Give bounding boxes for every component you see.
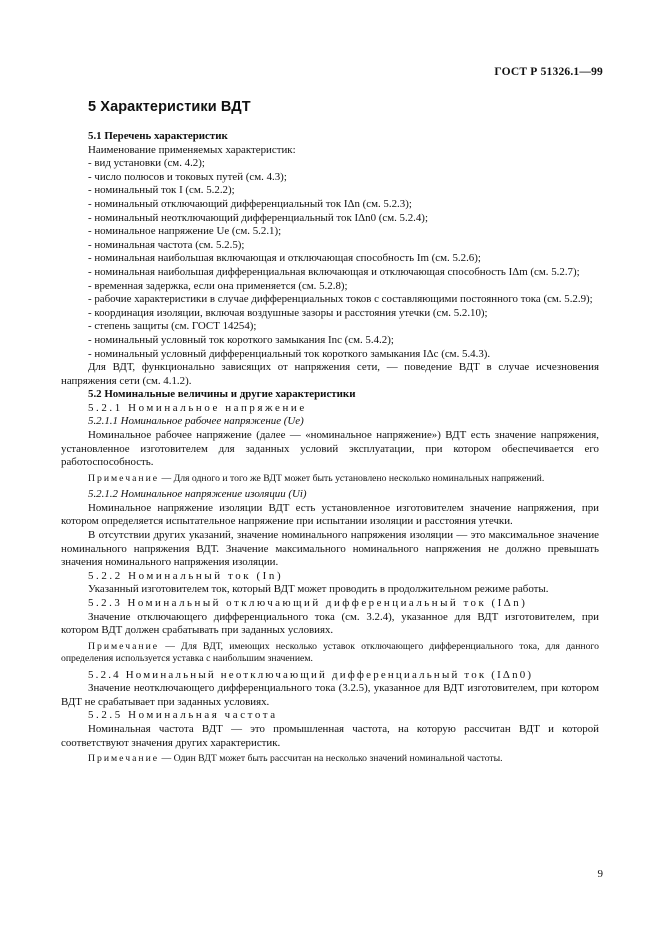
list-item: - номинальный ток I (см. 5.2.2);	[88, 184, 235, 197]
note	[61, 473, 599, 485]
list-item: - число полюсов и токовых путей (см. 4.3);	[88, 170, 287, 183]
clause-heading-5-2-1-2: 5.2.1.2 Номинальное напряжение изоляции (Ui)	[88, 488, 307, 501]
note-label: Примечание	[88, 753, 160, 765]
section-title: 5 Характеристики ВДТ	[88, 99, 251, 115]
list-item: - номинальная наибольшая дифференциальная включающая и отключающая способность IΔm (см. 5.2.7);	[88, 265, 580, 278]
subsection-title-5-2: 5.2 Номинальные величины и другие характеристики	[88, 388, 356, 401]
list-item: - номинальная частота (см. 5.2.5);	[88, 238, 245, 251]
document-header: ГОСТ Р 51326.1—99	[494, 66, 603, 78]
list-item: - номинальный неотключающий дифференциальный ток IΔn0 (см. 5.2.4);	[88, 211, 428, 224]
note-text: — Для одного и того же ВДТ может быть установлено несколько номинальных напряжений.	[159, 472, 545, 484]
note	[61, 753, 599, 765]
page-content	[61, 98, 599, 769]
paragraph: Номинальное напряжение изоляции ВДТ есть установленное изготовителем значение напряжения, при котором определяется испытательное напряжение при испытании изоляции и расстояния утечки.	[61, 501, 599, 528]
page-number: 9	[597, 868, 603, 880]
paragraph: Значение неотключающего дифференциального тока (3.2.5), указанное для ВДТ изготовителем, при котором ВДТ не срабатывает при заданных условиях.	[61, 682, 599, 708]
list-item: - временная задержка, если она применяется (см. 5.2.8);	[88, 279, 348, 292]
list-item: - номинальный отключающий дифференциальный ток IΔn (см. 5.2.3);	[88, 197, 412, 210]
clause-heading-5-2-5: 5.2.5 Номинальная частота	[88, 709, 278, 722]
clause-heading-5-2-1-1: 5.2.1.1 Номинальное рабочее напряжение (Ue)	[88, 415, 304, 428]
list-item: - номинальная наибольшая включающая и отключающая способность Im (см. 5.2.6);	[88, 252, 481, 265]
list-item: - степень защиты (см. ГОСТ 14254);	[88, 320, 257, 333]
subsection-title-5-1: 5.1 Перечень характеристик	[88, 130, 228, 142]
paragraph: В отсутствии других указаний, значение номинального напряжения изоляции — это максимальное значение номинального напряжения ВДТ. Значение максимального номинального напряжения не должно превышать значения номинального напряжения изоляции.	[61, 529, 599, 569]
note-text: — Один ВДТ может быть рассчитан на несколько значений номинальной частоты.	[159, 753, 503, 765]
list-item: - номинальный условный дифференциальный ток короткого замыкания IΔc (см. 5.4.3).	[88, 347, 491, 360]
paragraph: Значение отключающего дифференциального тока (см. 3.2.4), указанное для ВДТ изготовителем, при котором ВДТ должен срабатывать при заданных условиях.	[61, 610, 599, 637]
note-label: Примечание	[88, 472, 160, 484]
note	[61, 641, 599, 666]
list-intro: Наименование применяемых характеристик:	[88, 143, 296, 156]
note-text: — Для ВДТ, имеющих несколько уставок отключающего дифференциального тока, для данного определения используется уставка с наибольшим значением.	[61, 640, 599, 665]
paragraph: Номинальная частота ВДТ — это промышленная частота, на которую рассчитан ВДТ и которой соответствуют значения других характеристик.	[61, 722, 599, 749]
list-item: - рабочие характеристики в случае дифференциальных токов с составляющими постоянного тока (см. 5.2.9);	[88, 293, 593, 306]
characteristics-list	[61, 157, 599, 361]
list-item: - координация изоляции, включая воздушные зазоры и расстояния утечки (см. 5.2.10);	[88, 306, 488, 319]
clause-heading-5-2-3: 5.2.3 Номинальный отключающий дифференциальный ток (IΔn)	[88, 597, 528, 609]
clause-heading-5-2-4: 5.2.4 Номинальный неотключающий дифференциальный ток (IΔn0)	[88, 668, 534, 681]
clause-heading-5-2-2: 5.2.2 Номинальный ток (In)	[88, 569, 284, 582]
list-item: - номинальный условный ток короткого замыкания Inc (см. 5.4.2);	[88, 333, 394, 346]
note-label: Примечание	[88, 640, 160, 652]
paragraph: Для ВДТ, функционально зависящих от напряжения сети, — поведение ВДТ в случае исчезновения напряжения сети (см. 4.1.2).	[61, 361, 599, 387]
list-item: - номинальное напряжение Ue (см. 5.2.1);	[88, 225, 282, 238]
paragraph: Указанный изготовителем ток, который ВДТ может проводить в продолжительном режиме работы.	[88, 583, 549, 596]
list-item: - вид установки (см. 4.2);	[88, 157, 205, 170]
clause-heading-5-2-1: 5.2.1 Номинальное напряжение	[88, 401, 307, 414]
paragraph: Номинальное рабочее напряжение (далее — «номинальное напряжение») ВДТ есть значение напряжения, установленное изготовителем для заданных условий эксплуатации, при котором обеспечивается его работоспособность.	[61, 429, 599, 469]
